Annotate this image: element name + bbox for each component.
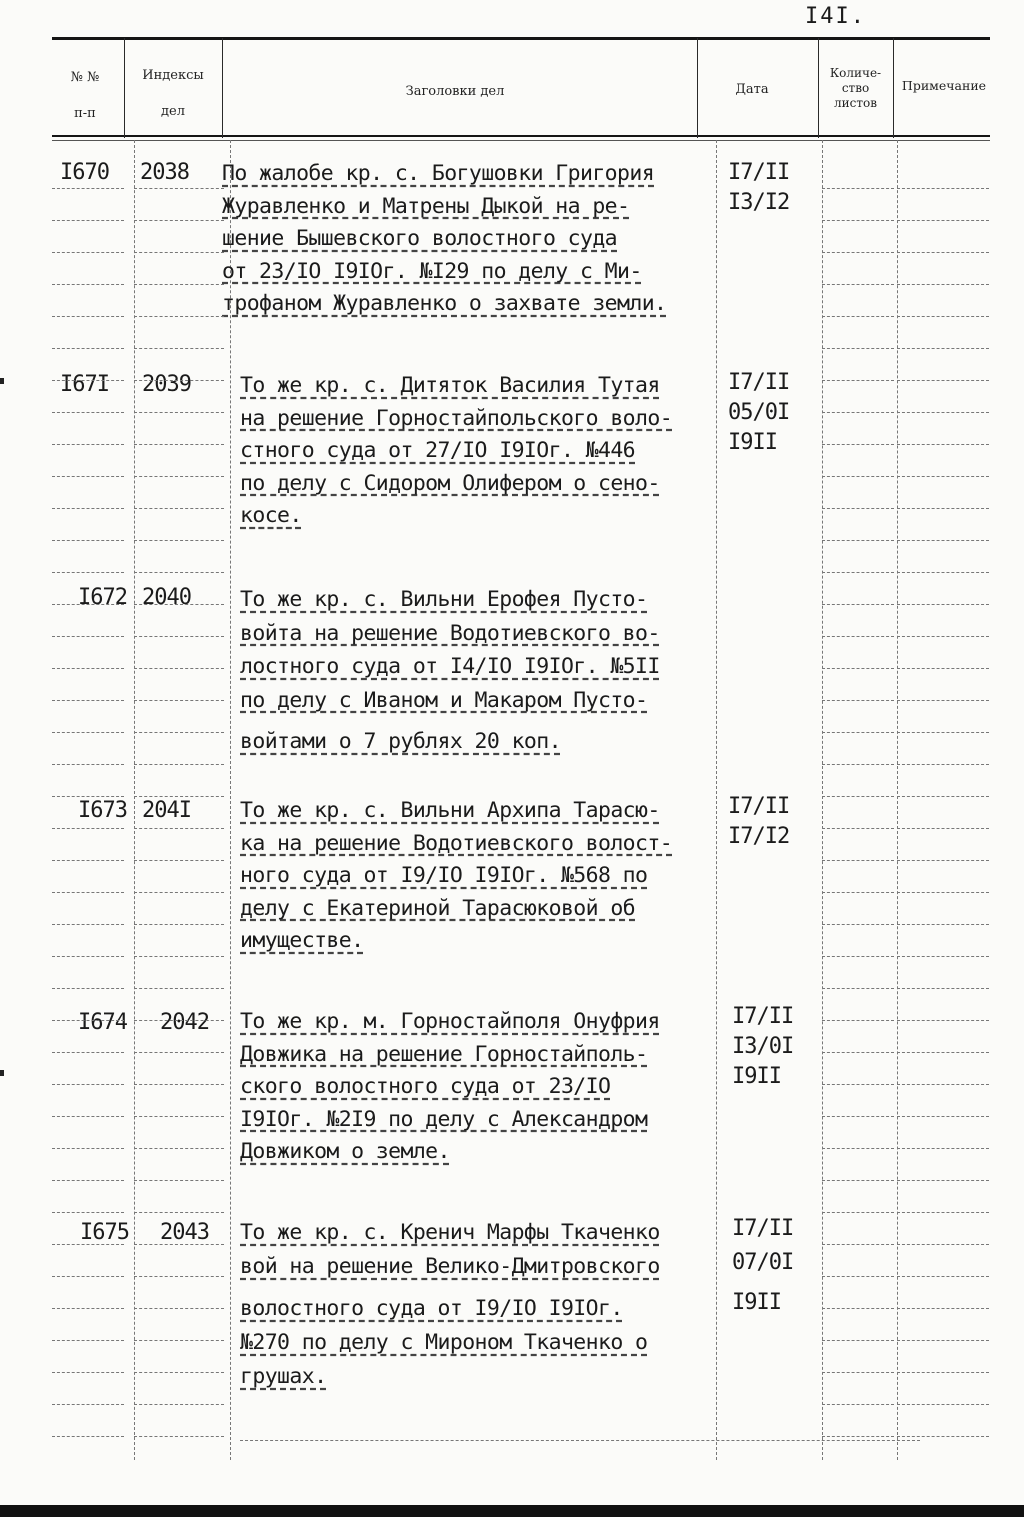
ruling-dash <box>134 892 224 893</box>
ruling-dash <box>52 604 124 605</box>
ruling-dash <box>897 412 989 413</box>
ruling-dash <box>52 1308 124 1309</box>
ruling-dash <box>134 1244 224 1245</box>
ruling-dash <box>134 508 224 509</box>
ruling-dash <box>52 668 124 669</box>
column-dash-line <box>716 140 717 1460</box>
ruling-dash <box>134 1372 224 1373</box>
ruling-dash <box>822 892 894 893</box>
ruling-dash <box>52 956 124 957</box>
edge-mark <box>0 1070 4 1076</box>
ruling-dash <box>897 892 989 893</box>
ruling-dash <box>134 476 224 477</box>
ruling-dash <box>897 1148 989 1149</box>
row-date: I7/II 07/0I I9II <box>732 1216 794 1315</box>
ruling-dash <box>897 540 989 541</box>
ruling-dash <box>134 1116 224 1117</box>
ruling-dash <box>897 1052 989 1053</box>
header-index: Индексы дел <box>142 68 204 119</box>
column-dash-line <box>134 140 135 1460</box>
ruling-dash <box>897 188 989 189</box>
ruling-dash <box>897 764 989 765</box>
ruling-dash <box>897 1404 989 1405</box>
ruling-dash <box>822 220 894 221</box>
ruling-dash <box>52 1372 124 1373</box>
ruling-dash <box>52 1244 124 1245</box>
ruling-dash <box>822 1308 894 1309</box>
ruling-dash <box>52 1340 124 1341</box>
ruling-dash <box>52 1020 124 1021</box>
row-index: 2040 <box>142 585 191 610</box>
ruling-dash <box>897 1212 989 1213</box>
ruling-dash <box>822 380 894 381</box>
header-top-rule <box>52 37 990 40</box>
ruling-dash <box>897 732 989 733</box>
ruling-dash <box>897 1372 989 1373</box>
ruling-dash <box>134 1404 224 1405</box>
row-number: I674 <box>78 1010 127 1035</box>
page-number: I4I. <box>805 4 866 29</box>
ruling-dash <box>897 220 989 221</box>
ruling-dash <box>134 1052 224 1053</box>
ruling-dash <box>822 956 894 957</box>
ruling-dash <box>897 444 989 445</box>
ruling-dash <box>897 508 989 509</box>
ruling-dash <box>52 444 124 445</box>
row-title: То же кр. с. Вильни Ерофея Пусто- войта на решение Водотиевского во- лостного суда от I4/IO I9IOг. №5II по делу с Иваном и Макаром Пусто- войтами о 7 рублях 20 коп. <box>240 587 660 754</box>
ruling-dash <box>52 1404 124 1405</box>
ruling-dash <box>52 252 124 253</box>
ruling-dash <box>822 1404 894 1405</box>
ruling-dash <box>52 508 124 509</box>
ruling-dash <box>822 188 894 189</box>
ruling-dash <box>822 764 894 765</box>
header-number: № № п-п <box>70 70 100 121</box>
ruling-dash <box>897 636 989 637</box>
ruling-dash <box>822 636 894 637</box>
ruling-dash <box>52 476 124 477</box>
ruling-dash <box>52 412 124 413</box>
ruling-dash <box>822 732 894 733</box>
ruling-dash <box>134 636 224 637</box>
header-note: Примечание <box>901 78 987 93</box>
ruling-dash <box>52 540 124 541</box>
ruling-dash <box>134 956 224 957</box>
ruling-dash <box>822 412 894 413</box>
ruling-dash <box>134 828 224 829</box>
ruling-dash <box>822 1436 894 1437</box>
ruling-dash <box>822 860 894 861</box>
ruling-dash <box>134 412 224 413</box>
ruling-dash <box>134 988 224 989</box>
ruling-dash <box>822 1116 894 1117</box>
ruling-dash <box>897 828 989 829</box>
row-index: 2039 <box>142 372 191 397</box>
ruling-dash <box>134 1340 224 1341</box>
ruling-dash <box>134 316 224 317</box>
ruling-dash <box>52 732 124 733</box>
ruling-dash <box>822 476 894 477</box>
ruling-dash <box>897 1340 989 1341</box>
ruling-dash <box>897 860 989 861</box>
ruling-dash <box>822 540 894 541</box>
ruling-dash <box>897 1020 989 1021</box>
ruling-dash <box>134 796 224 797</box>
row-title: То же кр. м. Горностайполя Онуфрия Довжика на решение Горностайполь- ского волостного суда от 23/IO I9IOг. №2I9 по делу с Александром Довжиком о земле. <box>240 1009 660 1164</box>
ruling-dash <box>897 1308 989 1309</box>
row-number: I672 <box>78 585 127 610</box>
header-title: Заголовки дел <box>405 84 505 99</box>
ruling-dash <box>822 1180 894 1181</box>
bottom-band <box>0 1505 1024 1517</box>
ruling-dash <box>822 988 894 989</box>
ruling-dash <box>822 1084 894 1085</box>
ruling-dash <box>897 476 989 477</box>
ruling-dash <box>822 1244 894 1245</box>
ruling-dash <box>897 668 989 669</box>
ruling-dash <box>52 700 124 701</box>
ruling-dash <box>52 1436 124 1437</box>
column-dash-line <box>230 140 231 1460</box>
ruling-dash <box>134 188 224 189</box>
ruling-dash <box>134 1212 224 1213</box>
ruling-dash <box>52 924 124 925</box>
ruling-dash <box>134 252 224 253</box>
ruling-dash <box>822 1340 894 1341</box>
ruling-dash <box>134 348 224 349</box>
column-line <box>697 38 698 138</box>
ruling-dash <box>134 732 224 733</box>
ruling-dash <box>897 1180 989 1181</box>
ruling-dash <box>52 828 124 829</box>
ruling-dash <box>52 284 124 285</box>
row-number: I673 <box>78 798 127 823</box>
row-index: 204I <box>142 798 191 823</box>
ruling-dash <box>822 348 894 349</box>
ruling-dash <box>52 1084 124 1085</box>
ruling-dash <box>822 252 894 253</box>
ruling-dash <box>52 1052 124 1053</box>
ruling-dash <box>52 348 124 349</box>
ruling-dash <box>134 1020 224 1021</box>
ruling-dash <box>897 1084 989 1085</box>
ruling-dash <box>897 700 989 701</box>
ruling-dash <box>822 1052 894 1053</box>
ruling-dash <box>822 1372 894 1373</box>
ruling-dash <box>822 668 894 669</box>
column-line <box>124 38 125 138</box>
row-date: I7/II I3/0I I9II <box>732 1004 794 1089</box>
ruling-dash <box>822 508 894 509</box>
ruling-dash <box>897 348 989 349</box>
bottom-rule <box>240 1440 920 1441</box>
row-date: I7/II I3/I2 <box>728 160 790 215</box>
ruling-dash <box>897 988 989 989</box>
ruling-dash <box>897 1244 989 1245</box>
ruling-dash <box>897 924 989 925</box>
ruling-dash <box>897 796 989 797</box>
ruling-dash <box>134 444 224 445</box>
ruling-dash <box>52 764 124 765</box>
row-date: I7/II 05/0I I9II <box>728 370 790 455</box>
ruling-dash <box>822 284 894 285</box>
ruling-dash <box>52 1148 124 1149</box>
row-index: 2042 <box>160 1010 209 1035</box>
ruling-dash <box>897 604 989 605</box>
ruling-dash <box>897 1276 989 1277</box>
column-line <box>222 38 223 138</box>
row-date: I7/II I7/I2 <box>728 794 790 849</box>
header-date: Дата <box>735 82 769 97</box>
ruling-dash <box>822 1212 894 1213</box>
row-title: То же кр. с. Кренич Марфы Ткаченко вой на решение Велико-Дмитровского волостного суда от I9/IO I9IOг. №270 по делу с Мироном Ткаченко о грушах. <box>240 1220 660 1389</box>
ruling-dash <box>52 1116 124 1117</box>
ruling-dash <box>52 188 124 189</box>
ruling-dash <box>52 220 124 221</box>
ruling-dash <box>134 572 224 573</box>
ruling-dash <box>134 1148 224 1149</box>
ruling-dash <box>134 604 224 605</box>
ruling-dash <box>822 1276 894 1277</box>
row-title: То же кр. с. Вильни Архипа Тарасю- ка на решение Водотиевского волост- ного суда от I9/IO I9IOг. №568 по делу с Екатериной Тарасюковой об имуществе. <box>240 798 673 953</box>
ruling-dash <box>897 380 989 381</box>
ruling-dash <box>897 316 989 317</box>
ruling-dash <box>897 1436 989 1437</box>
header-sheets: Количе- ство листов <box>829 66 882 110</box>
ruling-dash <box>897 284 989 285</box>
row-index: 2043 <box>160 1220 209 1245</box>
row-title: То же кр. с. Дитяток Василия Тутая на решение Горностайпольского воло- стного суда от 27/IO I9IOг. №446 по делу с Сидором Олифером о сено- косе. <box>240 373 673 528</box>
ruling-dash <box>134 764 224 765</box>
ruling-dash <box>822 444 894 445</box>
edge-mark <box>0 378 4 384</box>
ruling-dash <box>822 572 894 573</box>
ruling-dash <box>52 796 124 797</box>
ruling-dash <box>897 572 989 573</box>
column-dash-line <box>822 140 823 1460</box>
ruling-dash <box>52 1180 124 1181</box>
ruling-dash <box>52 1276 124 1277</box>
ruling-dash <box>134 668 224 669</box>
header-bottom-rule-2 <box>52 140 990 141</box>
ruling-dash <box>52 988 124 989</box>
header-bottom-rule <box>52 135 990 137</box>
ruling-dash <box>822 316 894 317</box>
ruling-dash <box>134 540 224 541</box>
ruling-dash <box>52 860 124 861</box>
row-number: I675 <box>80 1220 129 1245</box>
ruling-dash <box>52 1212 124 1213</box>
ruling-dash <box>134 1436 224 1437</box>
ruling-dash <box>897 956 989 957</box>
ruling-dash <box>134 924 224 925</box>
ruling-dash <box>822 796 894 797</box>
ruling-dash <box>134 700 224 701</box>
column-dash-line <box>897 140 898 1460</box>
ruling-dash <box>52 380 124 381</box>
row-title: По жалобе кр. с. Богушовки Григория Журавленко и Матрены Дыкой на ре- шение Бышевского волостного суда от 23/IO I9IOг. №I29 по делу с Ми- трофаном Журавленко о захвате земли. <box>222 161 667 316</box>
ruling-dash <box>52 316 124 317</box>
ruling-dash <box>822 700 894 701</box>
ruling-dash <box>134 1084 224 1085</box>
ruling-dash <box>134 1276 224 1277</box>
row-number: I67I <box>60 372 109 397</box>
ruling-dash <box>52 636 124 637</box>
ruling-dash <box>897 1116 989 1117</box>
ruling-dash <box>134 1180 224 1181</box>
ruling-dash <box>134 380 224 381</box>
ruling-dash <box>897 252 989 253</box>
ruling-dash <box>134 1308 224 1309</box>
ruling-dash <box>134 220 224 221</box>
ruling-dash <box>134 860 224 861</box>
row-index: 2038 <box>140 160 189 185</box>
ruling-dash <box>822 1148 894 1149</box>
ruling-dash <box>822 1020 894 1021</box>
ruling-dash <box>52 892 124 893</box>
ruling-dash <box>822 604 894 605</box>
ruling-dash <box>822 828 894 829</box>
ruling-dash <box>52 572 124 573</box>
ruling-dash <box>822 924 894 925</box>
ruling-dash <box>134 284 224 285</box>
row-number: I670 <box>60 160 109 185</box>
